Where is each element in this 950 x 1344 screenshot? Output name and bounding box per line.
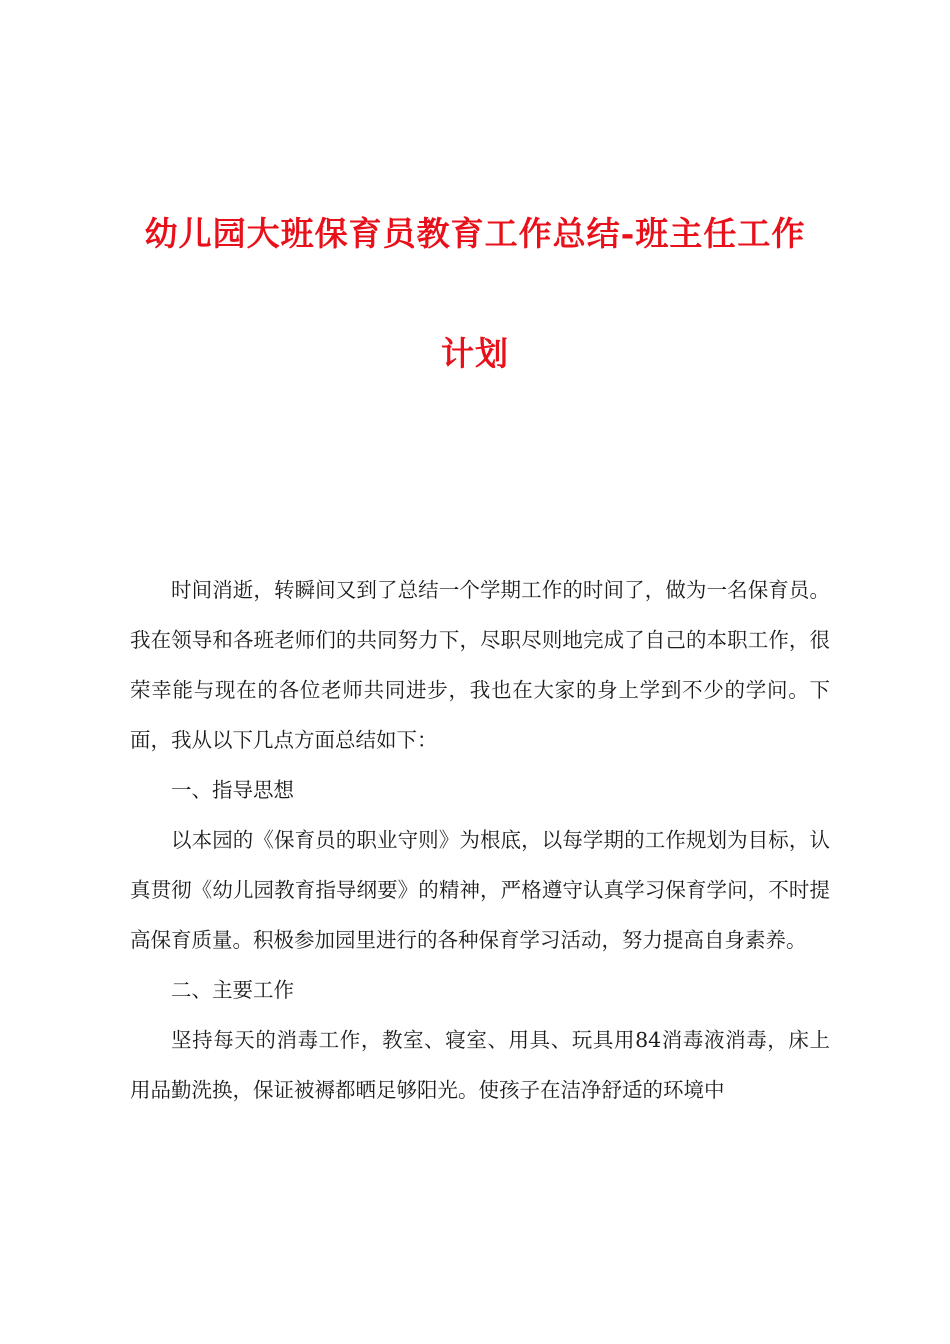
document-title-line-2: 计划: [441, 334, 509, 373]
paragraph-intro: 时间消逝，转瞬间又到了总结一个学期工作的时间了，做为一名保育员。我在领导和各班老师们的共同努力下，尽职尽则地完成了自己的本职工作，很荣幸能与现在的各位老师共同进步，我也在大家的身上学到不少的学问。下面，我从以下几点方面总结如下：: [130, 578, 830, 752]
document-body: [130, 565, 830, 1115]
section-heading-guiding-thought: 一、指导思想: [171, 778, 294, 802]
paragraph-guiding-thought: 以本园的《保育员的职业守则》为根底，以每学期的工作规划为目标，认真贯彻《幼儿园教育指导纲要》的精神，严格遵守认真学习保育学问，不时提高保育质量。积极参加园里进行的各种保育学习活动，努力提高自身素养。: [130, 828, 830, 952]
paragraph-main-work: 坚持每天的消毒工作，教室、寝室、用具、玩具用84消毒液消毒，床上用品勤洗换，保证被褥都晒足够阳光。使孩子在洁净舒适的环境中: [130, 1028, 830, 1102]
section-heading-main-work: 二、主要工作: [171, 978, 294, 1002]
document-title-line-1: 幼儿园大班保育员教育工作总结-班主任工作: [144, 214, 806, 253]
